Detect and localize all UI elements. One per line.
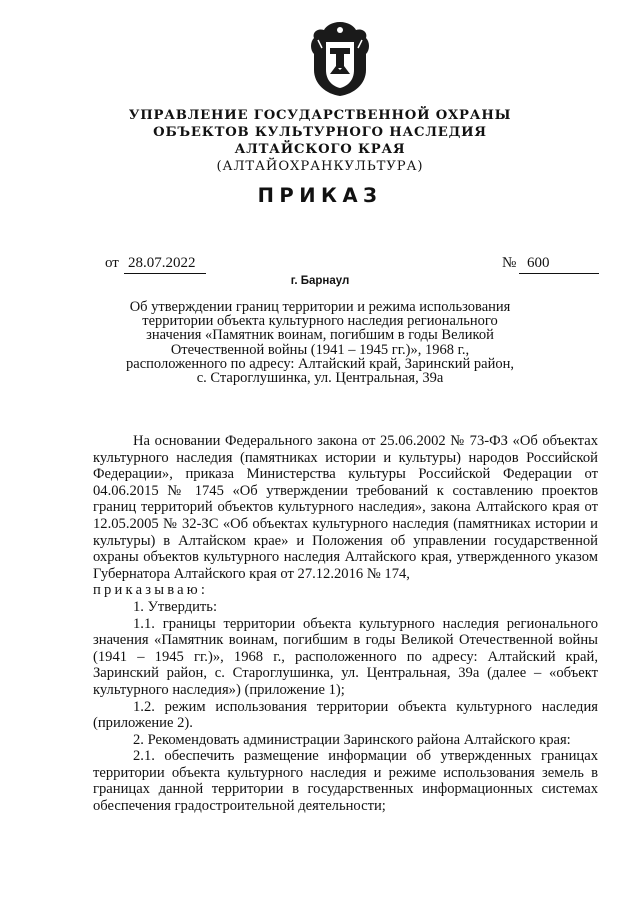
order-date: 28.07.2022	[128, 255, 196, 271]
item-1-1: 1.1. границы территории объекта культурного наследия регионального значения «Памятник воинам, погибшим в годы Великой Отечественной войны (1941 – 1945 гг.)», 1968 г., расположенного по адресу: Алтайский край, Заринский район, с. Староглушинка, ул. Центральная, 39а (далее – «объект культурного наследия») (приложение 1);	[93, 615, 598, 698]
number-prefix: №	[502, 255, 517, 271]
subject-line: значения «Памятник воинам, погибшим в годы Великой	[146, 327, 494, 344]
document-title: ПРИКАЗ	[257, 184, 383, 207]
subject-line: территории объекта культурного наследия регионального	[142, 313, 498, 330]
header-line-1: УПРАВЛЕНИЕ ГОСУДАРСТВЕННОЙ ОХРАНЫ	[128, 108, 512, 123]
preamble-paragraph: На основании Федерального закона от 25.06.2002 № 73-ФЗ «Об объектах культурного наследия (памятниках истории и культуры) народов Российской Федерации», приказа Министерства культуры Российской Федерации от 04.06.2015 № 1745 «Об утверждении требований к составлению проектов границ территорий объектов культурного наследия», закона Алтайского края от 12.05.2005 № 32-ЗС «Об объектах культурного наследия (памятниках истории и культуры) в Алтайском крае» и Положения об управлении государственной охраны объектов культурного наследия Алтайского края, утвержденного указом Губернатора Алтайского края от 27.12.2016 № 174,	[93, 433, 598, 582]
date-underline	[124, 273, 206, 274]
item-2: 2. Рекомендовать администрации Заринского района Алтайского края:	[133, 731, 571, 748]
order-word: приказываю:	[93, 582, 209, 599]
number-underline	[519, 273, 599, 274]
item-2-1: 2.1. обеспечить размещение информации об утвержденных границах территории объекта культурного наследия и режиме использования земель в границах данной территории в государственных информационных системах обеспечения градостроительной деятельности;	[93, 748, 598, 815]
order-number: 600	[527, 255, 550, 271]
order-body	[93, 433, 598, 815]
city-label: г. Барнаул	[290, 275, 350, 287]
header-line-2: ОБЪЕКТОВ КУЛЬТУРНОГО НАСЛЕДИЯ	[153, 125, 487, 140]
altai-krai-coat-of-arms-icon	[304, 18, 376, 98]
subject-line: расположенного по адресу: Алтайский край, Заринский район,	[126, 355, 514, 372]
header-line-4: (АЛТАЙОХРАНКУЛЬТУРА)	[216, 159, 424, 174]
subject-line: с. Староглушинка, ул. Центральная, 39а	[196, 370, 444, 387]
subject-line: Отечественной войны (1941 – 1945 гг.)», 1968 г.,	[170, 341, 470, 358]
date-prefix: от	[105, 255, 119, 271]
subject-line: Об утверждении границ территории и режима использования	[129, 299, 511, 315]
header-line-3: АЛТАЙСКОГО КРАЯ	[234, 142, 406, 157]
agency-header	[0, 107, 640, 175]
item-1: 1. Утвердить:	[133, 598, 218, 615]
item-1-2: 1.2. режим использования территории объекта культурного наследия (приложение 2).	[93, 698, 598, 732]
order-subject	[120, 300, 520, 385]
